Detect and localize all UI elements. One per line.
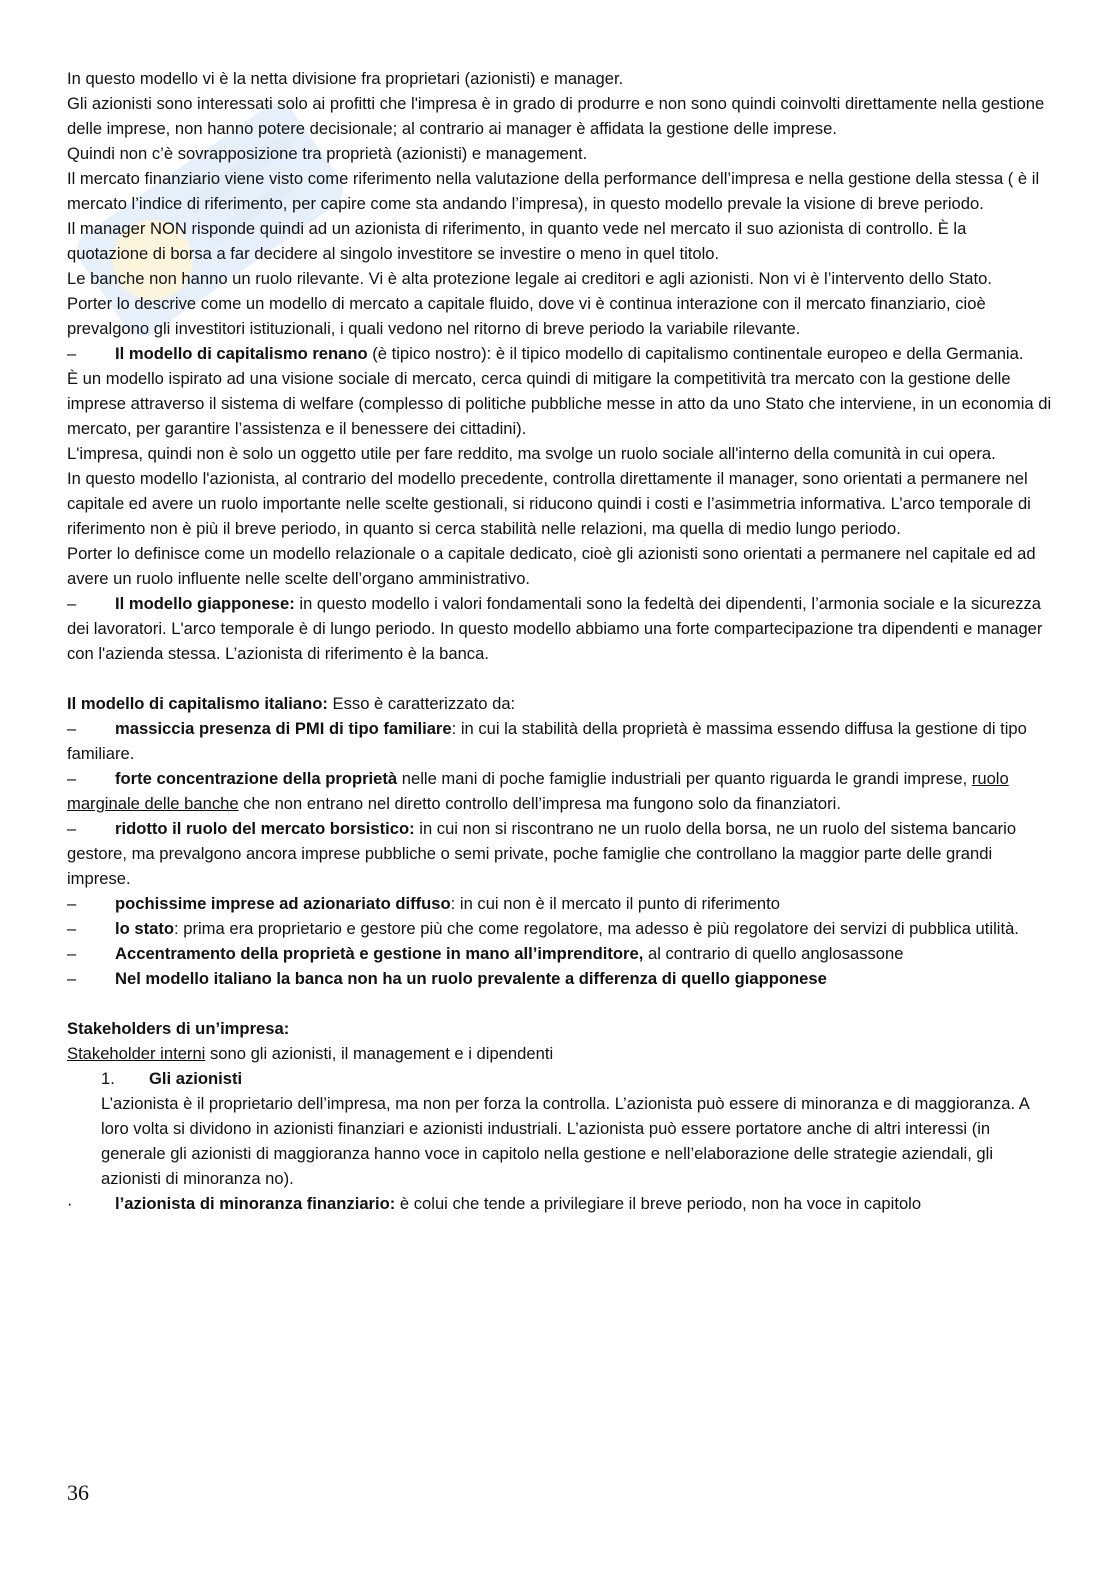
dash-marker: – (67, 594, 77, 613)
dash-marker: – (67, 819, 77, 838)
dash-marker: – (67, 969, 77, 988)
bullet-text: (è tipico nostro): è il tipico modello di capitalismo continentale europeo e della Germania. (367, 344, 1024, 363)
paragraph: Il mercato finanziario viene visto come riferimento nella valutazione della performance dell’impresa e nella gestione della stessa ( è il mercato l’indice di riferimento, per capire come sta andando l’impresa), in questo modello prevale la visione di breve periodo. (67, 169, 1040, 213)
paragraph: In questo modello vi è la netta divisione fra proprietari (azionisti) e manager. (67, 69, 624, 88)
underlined-term: Stakeholder interni (67, 1044, 206, 1063)
heading-text: Stakeholders di un’impresa: (67, 1019, 290, 1038)
item-bold: massiccia presenza di PMI di tipo familiare (115, 719, 452, 738)
list-item (67, 716, 1052, 766)
item-bold: Accentramento della proprietà e gestione in mano all’imprenditore, (115, 944, 644, 963)
bullet-bold: Il modello giapponese: (115, 594, 295, 613)
paragraph: Porter lo descrive come un modello di mercato a capitale fluido, dove vi è continua interazione con il mercato finanziario, cioè prevalgono gli investitori istituzionali, i quali vedono nel ritorno di breve periodo la variabile rilevante. (67, 294, 986, 338)
item-underlined: ruolo marginale delle banche (67, 769, 1009, 813)
dash-marker: – (67, 944, 77, 963)
bullet-giapponese (67, 591, 1052, 666)
bullet-renano (67, 341, 1052, 366)
item-bold: lo stato (115, 919, 175, 938)
item-text: : in cui non è il mercato il punto di riferimento (450, 894, 780, 913)
text: sono gli azionisti, il management e i dipendenti (205, 1044, 554, 1063)
list-item (67, 816, 1052, 891)
dash-marker: – (67, 919, 77, 938)
bullet-text: in questo modello i valori fondamentali sono la fedeltà dei dipendenti, l’armonia sociale e la sicurezza dei lavoratori. L'arco temporale è di lungo periodo. In questo modello abbiamo una forte compartecipazione tra dipendenti e manager con l'azienda stessa. L’azionista di riferimento è la banca. (67, 594, 1043, 663)
list-item (67, 766, 1052, 816)
dash-marker: – (67, 894, 77, 913)
paragraph: Porter lo definisce come un modello relazionale o a capitale dedicato, cioè gli azionisti sono orientati a permanere nel capitale ed ad avere un ruolo influente nelle scelte dell’organo amministrativo. (67, 544, 1036, 588)
numbered-item-text: L’azionista è il proprietario dell’impresa, ma non per forza la controlla. L’azionista può essere di minoranza e di maggioranza. A loro volta si dividono in azionisti finanziari e azionisti industriali. L’azionista può essere portatore anche di altri interessi (in generale gli azionisti di maggioranza hanno voce in capitolo nella gestione e nell’elaborazione delle strategie aziendali, gli azionisti di minoranza no). (101, 1094, 1029, 1188)
paragraph: Quindi non c’è sovrapposizione tra proprietà (azionisti) e management. (67, 144, 588, 163)
paragraph: Il manager NON risponde quindi ad un azionista di riferimento, in quanto vede nel mercato il suo azionista di controllo. È la quotazione di borsa a far decidere al singolo investitore se investire o meno in quel titolo. (67, 219, 967, 263)
item-text: : in cui la stabilità della proprietà è massima essendo diffusa la gestione di tipo familiare. (67, 719, 1027, 763)
document-page (67, 66, 1052, 1216)
item-bold: Nel modello italiano la banca non ha un ruolo prevalente a differenza di quello giapponese (115, 969, 827, 988)
dash-marker: – (67, 719, 77, 738)
item-text: al contrario di quello anglosassone (643, 944, 904, 963)
paragraph: È un modello ispirato ad una visione sociale di mercato, cerca quindi di mitigare la competitività tra mercato con la gestione delle imprese attraverso il sistema di welfare (complesso di politiche pubbliche messe in atto da uno Stato che interviene, in un economia di mercato, per garantire l’assistenza e il benessere dei cittadini). (67, 369, 1052, 438)
item-text: è colui che tende a privilegiare il breve periodo, non ha voce in capitolo (395, 1194, 922, 1213)
bullet-bold: Il modello di capitalismo renano (115, 344, 368, 363)
stakeholders-title (67, 1016, 1052, 1041)
list-item (67, 916, 1052, 941)
list-item (67, 941, 1052, 966)
item-text: nelle mani di poche famiglie industriali per quanto riguarda le grandi imprese, (397, 769, 972, 788)
numbered-item (67, 1066, 1052, 1091)
item-number: 1. (101, 1069, 115, 1088)
item-bold: pochissime imprese ad azionariato diffuso (115, 894, 451, 913)
paragraph: L'impresa, quindi non è solo un oggetto utile per fare reddito, ma svolge un ruolo sociale all'interno della comunità in cui opera. (67, 444, 996, 463)
paragraph: In questo modello l'azionista, al contrario del modello precedente, controlla direttamente il manager, sono orientati a permanere nel capitale ed avere un ruolo importante nelle scelte gestionali, si riducono quindi i costi e l’asimmetria informativa. L’arco temporale di riferimento non è più il breve periodo, in quanto si cerca stabilità nelle relazioni, ma quella di medio lungo periodo. (67, 469, 1031, 538)
list-item (67, 891, 1052, 916)
dot-item (67, 1191, 1052, 1216)
list-item (67, 966, 1052, 991)
dash-marker: – (67, 344, 77, 363)
item-heading: Gli azionisti (149, 1069, 243, 1088)
section-italiano (67, 691, 1052, 716)
item-bold: forte concentrazione della proprietà (115, 769, 398, 788)
item-text: che non entrano nel diretto controllo dell’impresa ma fungono solo da finanziatori. (238, 794, 841, 813)
item-text: : prima era proprietario e gestore più che come regolatore, ma adesso è più regolatore dei servizi di pubblica utilità. (174, 919, 1019, 938)
item-text: in cui non si riscontrano ne un ruolo della borsa, ne un ruolo del sistema bancario gestore, ma prevalgono ancora imprese pubbliche o semi private, poche famiglie che controllano la maggior parte delle grandi imprese. (67, 819, 1017, 888)
item-bold: ridotto il ruolo del mercato borsistico: (115, 819, 415, 838)
paragraph: Le banche non hanno un ruolo rilevante. Vi è alta protezione legale ai creditori e agli azionisti. Non vi è l’intervento dello Stato. (67, 269, 992, 288)
item-bold: l’azionista di minoranza finanziario: (115, 1194, 396, 1213)
stakeholders-internal (67, 1041, 1052, 1066)
section-heading: Il modello di capitalismo italiano: (67, 694, 328, 713)
dot-marker: · (67, 1194, 73, 1213)
dash-marker: – (67, 769, 77, 788)
section-text: Esso è caratterizzato da: (327, 694, 516, 713)
paragraph: Gli azionisti sono interessati solo ai profitti che l'impresa è in grado di produrre e non sono quindi coinvolti direttamente nella gestione delle imprese, non hanno potere decisionale; al contrario ai manager è affidata la gestione delle imprese. (67, 94, 1045, 138)
page-number: 36 (67, 1480, 89, 1505)
